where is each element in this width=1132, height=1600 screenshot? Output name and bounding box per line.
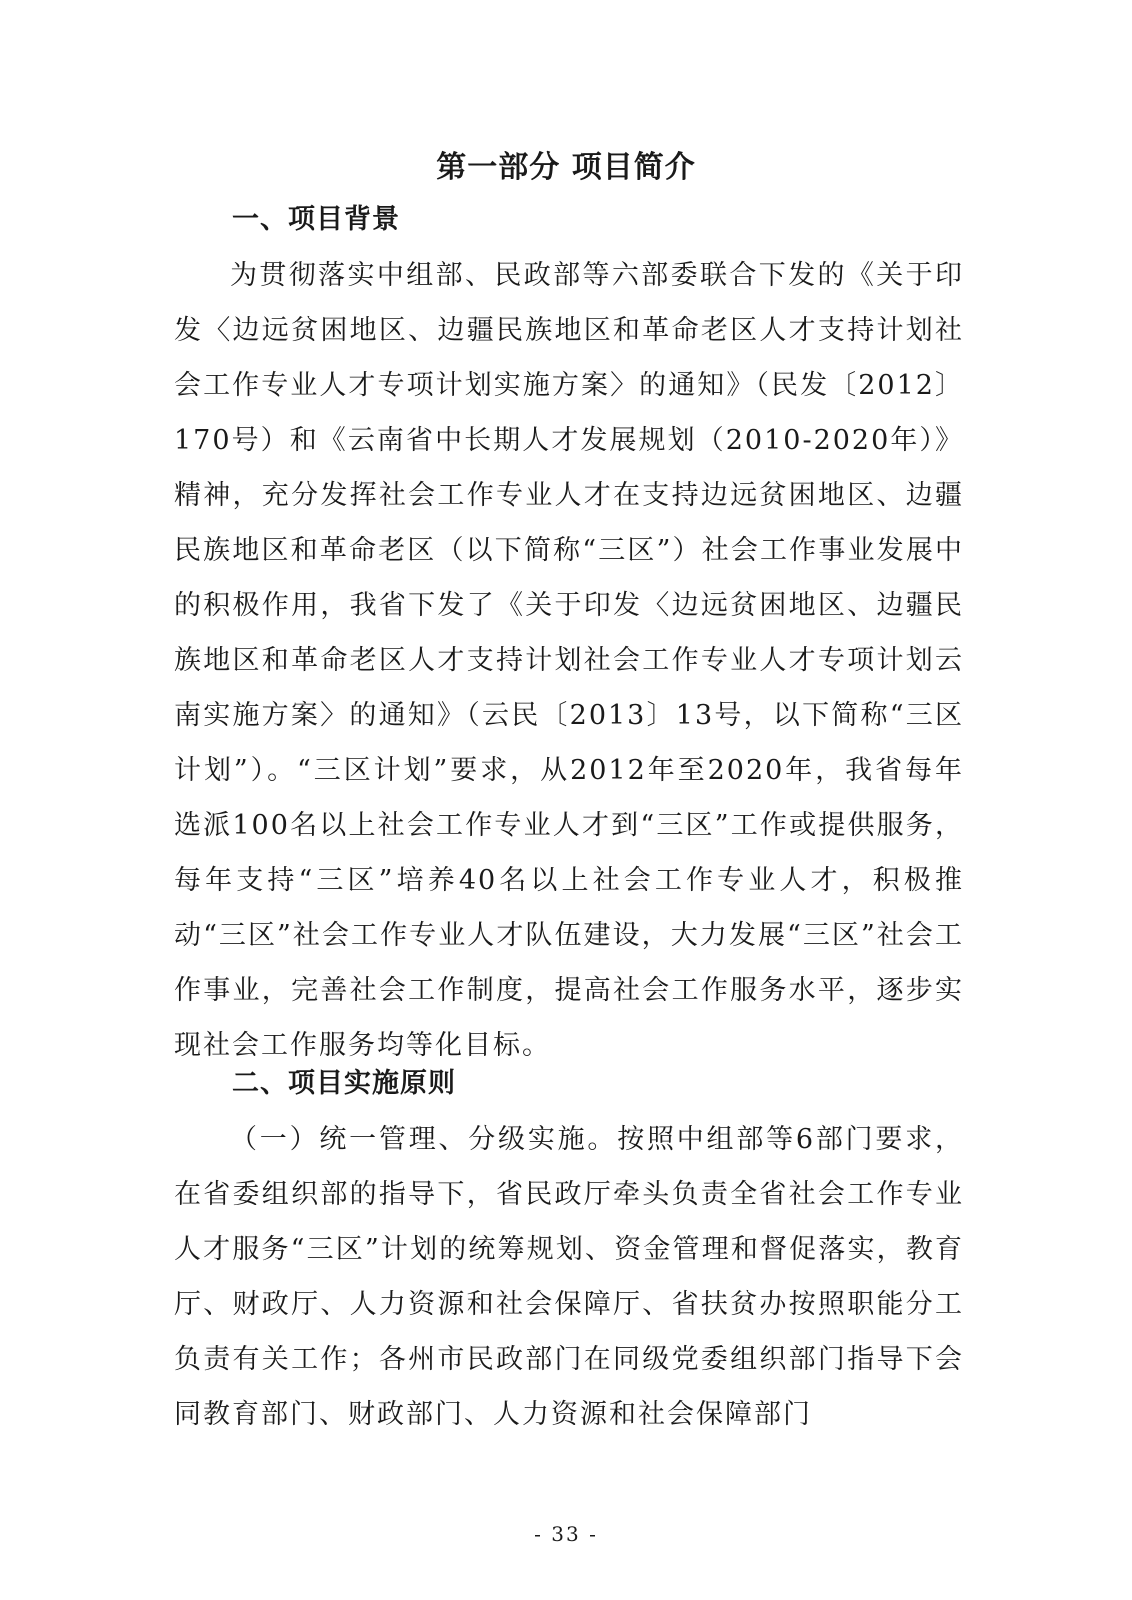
page-number: - 33 - [534, 1522, 598, 1546]
principles-paragraph [174, 1112, 964, 1442]
principle-lead-label: （一）统一管理、分级实施。 [230, 1124, 618, 1155]
page-title: 第一部分 项目简介 [436, 150, 696, 185]
section-heading-background: 一、项目背景 [232, 204, 400, 235]
background-paragraph: 为贯彻落实中组部、民政部等六部委联合下发的《关于印发〈边远贫困地区、边疆民族地区和革命老区人才支持计划社会工作专业人才专项计划实施方案〉的通知》（民发〔2012〕170号）和《云南省中长期人才发展规划（2010-2020年）》精神，充分发挥社会工作专业人才在支持边远贫困地区、边疆民族地区和革命老区（以下简称“三区”）社会工作事业发展中的积极作用，我省下发了《关于印发〈边远贫困地区、边疆民族地区和革命老区人才支持计划社会工作专业人才专项计划云南实施方案〉的通知》（云民〔2013〕13号，以下简称“三区计划”）。“三区计划”要求，从2012年至2020年，我省每年选派100名以上社会工作专业人才到“三区”工作或提供服务，每年支持“三区”培养40名以上社会工作专业人才，积极推动“三区”社会工作专业人才队伍建设，大力发展“三区”社会工作事业，完善社会工作制度，提高社会工作服务水平，逐步实现社会工作服务均等化目标。 [174, 260, 964, 1061]
principle-body-text: 按照中组部等6部门要求，在省委组织部的指导下，省民政厅牵头负责全省社会工作专业人才服务“三区”计划的统筹规划、资金管理和督促落实，教育厅、财政厅、人力资源和社会保障厅、省扶贫办按照职能分工负责有关工作；各州市民政部门在同级党委组织部门指导下会同教育部门、财政部门、人力资源和社会保障部门 [174, 1124, 965, 1430]
section-heading-principles: 二、项目实施原则 [232, 1068, 456, 1099]
